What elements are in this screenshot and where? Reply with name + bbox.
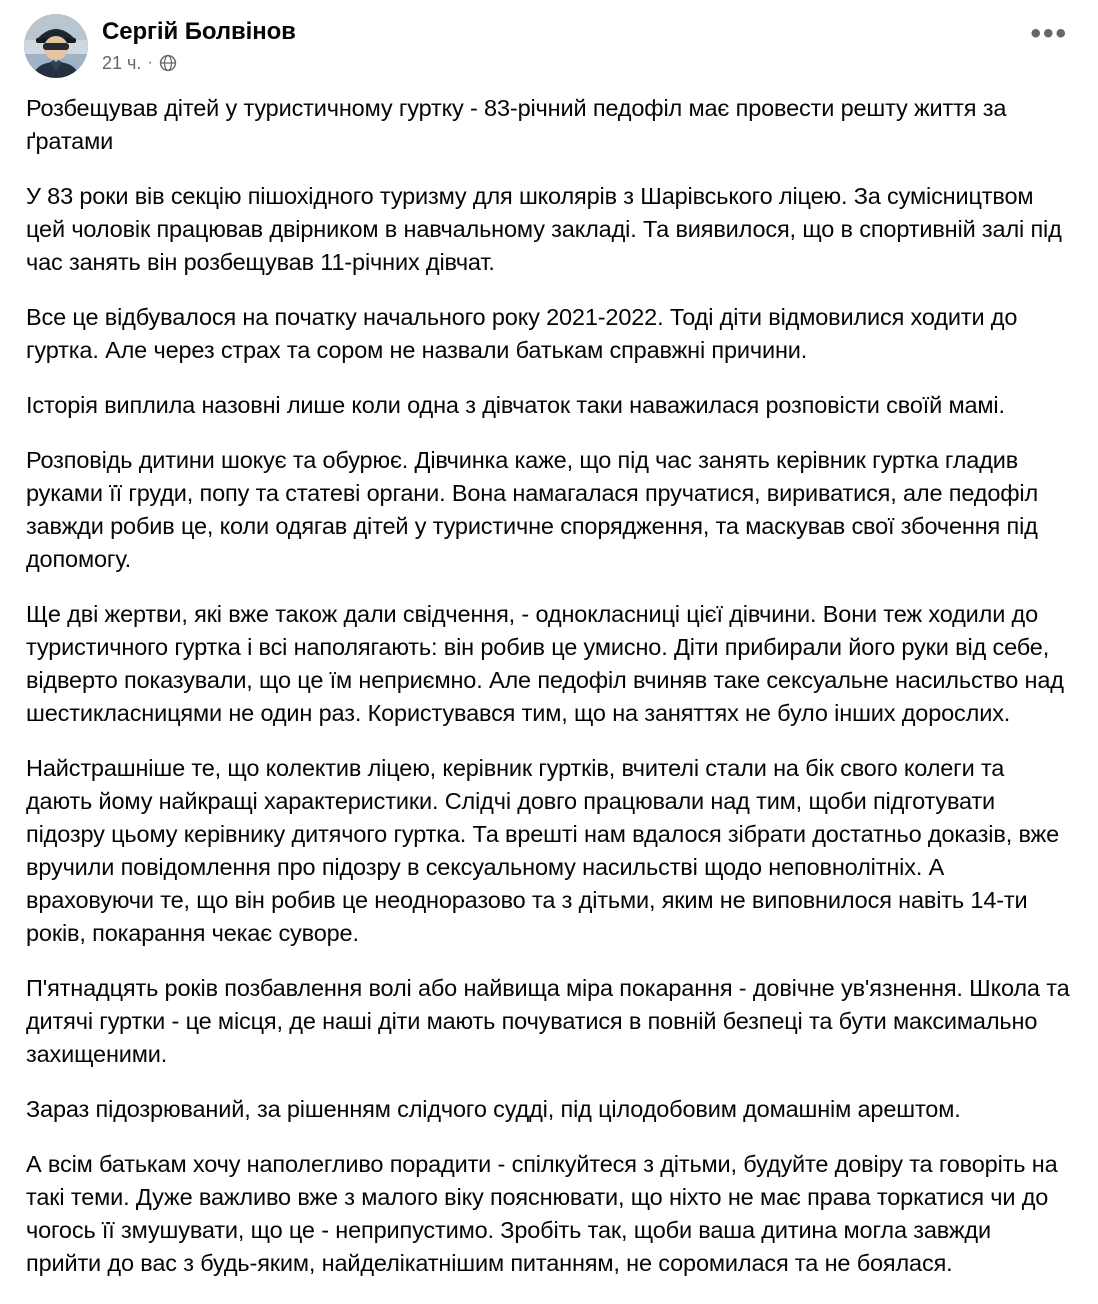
post-paragraph: Найстрашніше те, що колектив ліцею, керівник гуртків, вчителі стали на бік свого колеги та дають йому найкращі характеристики. Слідчі довго працювали над тим, щоби підготувати підозру цьому керівнику дитячого гуртка. Та врешті нам вдалося зібрати достатньо доказів, вже вручили повідомлення про підозру в сексуальному насильстві щодо неповнолітніх. А враховуючи те, що він робив це неодноразово та з дітьми, яким не виповнилося навіть 14-ти років, покарання чекає суворе. — [26, 755, 1060, 946]
post-paragraph: У 83 роки вів секцію пішохідного туризму для школярів з Шарівського ліцею. За сумісництвом цей чоловік працював двірником в навчальному закладі. Та виявилося, що в спортивній залі під час занять він розбещував 11-річних дівчат. — [26, 183, 1062, 275]
post-paragraph: Розбещував дітей у туристичному гуртку - 83-річний педофіл має провести решту життя за ґратами — [26, 95, 1007, 154]
post-meta — [102, 53, 296, 73]
post-paragraph: П'ятнадцять років позбавлення волі або найвища міра покарання - довічне ув'язнення. Школа та дитячі гуртки - це місця, де наші діти мають почуватися в повній безпеці та бути максимально захищеними. — [26, 975, 1070, 1067]
globe-icon[interactable] — [159, 54, 177, 72]
more-options-icon[interactable]: ••• — [1030, 17, 1068, 50]
post-paragraph: Зараз підозрюваний, за рішенням слідчого судді, під цілодобовим домашнім арештом. — [26, 1096, 961, 1122]
post-paragraph: Розповідь дитини шокує та обурює. Дівчинка каже, що під час занять керівник гуртка гладив руками її груди, попу та статеві органи. Вона намагалася пручатися, вириватися, але педофіл завжди робив це, коли одягав дітей у туристичне спорядження, та маскував свої збочення під допомогу. — [26, 447, 1039, 572]
avatar-image — [24, 14, 88, 78]
post-paragraph: А всім батькам хочу наполегливо порадити - спілкуйтеся з дітьми, будуйте довіру та говоріть на такі теми. Дуже важливо вже з малого віку пояснювати, що ніхто не має права торкатися чи до чогось її змушувати, що це - неприпустимо. Зробіть так, щоби ваша дитина могла завжди прийти до вас з будь-яким, найделікатнішим питанням, не соромилася та не боялася. — [26, 1151, 1058, 1276]
post-header-text — [102, 14, 296, 73]
post-header — [0, 0, 1098, 82]
author-name[interactable]: Сергій Болвінов — [102, 18, 296, 45]
post-paragraph: Історія виплила назовні лише коли одна з дівчаток таки наважилася розповісти своїй мамі. — [26, 392, 1005, 418]
post-paragraph: Ще дві жертви, які вже також дали свідчення, - однокласниці цієї дівчини. Вони теж ходили до туристичного гуртка і всі наполягають: він робив це умисно. Діти прибирали його руки від себе, відверто показували, що це їм неприємно. Але педофіл вчиняв таке сексуальне насильство над шестикласницями не один раз. Користувався тим, що на заняттях не було інших дорослих. — [26, 601, 1064, 726]
avatar[interactable] — [24, 14, 88, 78]
post-paragraph: Все це відбувалося на початку начального року 2021-2022. Тоді діти відмовилися ходити до гуртка. Але через страх та сором не назвали батькам справжні причини. — [26, 304, 1018, 363]
meta-separator: · — [147, 54, 153, 71]
post-timestamp[interactable]: 21 ч. — [102, 53, 142, 73]
post-body — [0, 82, 1098, 1304]
